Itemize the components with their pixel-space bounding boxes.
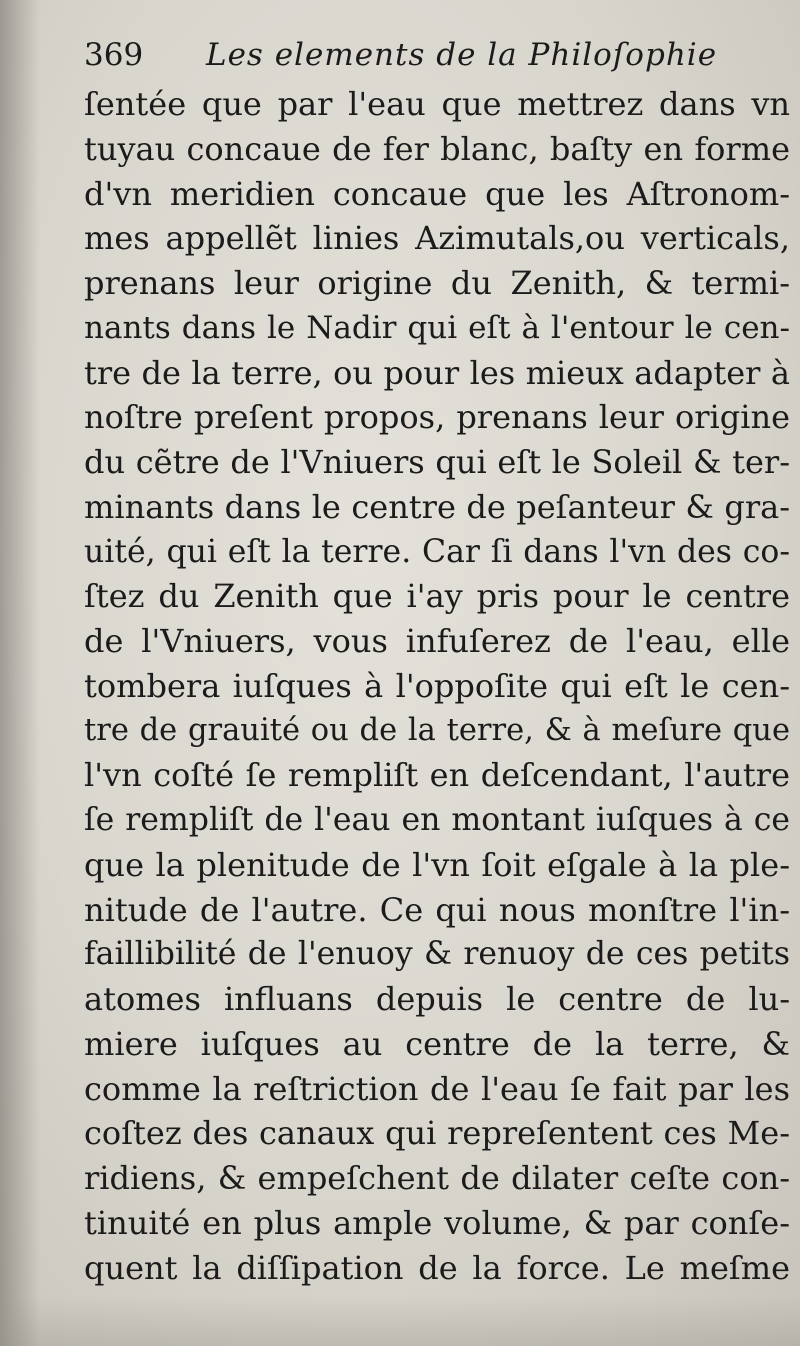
text-line: minants dans le centre de peſanteur & gra- — [84, 487, 790, 526]
text-line: ſtez du Zenith que i'ay pris pour le centre — [84, 577, 790, 616]
text-line: tre de la terre, ou pour les mieux adapter à — [84, 353, 790, 392]
text-line: quent la diſſipation de la force. Le meſme — [84, 1248, 790, 1287]
text-line: nants dans le Nadir qui eſt à l'entour le cen- — [84, 309, 790, 346]
text-line: miere iuſques au centre de la terre, & — [84, 1024, 790, 1063]
text-line: que la plenitude de l'vn ſoit eſgale à la ple- — [84, 845, 790, 884]
text-line: nitude de l'autre. Ce qui nous monſtre l'in- — [84, 890, 790, 929]
text-line: de l'Vniuers, vous infuſerez de l'eau, elle — [84, 622, 790, 660]
running-title: Les elements de la Philoſophie — [206, 37, 718, 73]
text-line: l'vn coſté ſe rempliſt en deſcendant, l'autre — [84, 756, 790, 795]
text-line: tinuité en plus ample volume, & par conſe- — [84, 1203, 790, 1242]
text-line: coſtez des canaux qui repreſentent ces Me- — [84, 1114, 790, 1153]
text-line: ſe rempliſt de l'eau en montant iuſques à ce — [84, 802, 790, 838]
text-line: d'vn meridien concaue que les Aſtronom- — [84, 174, 790, 213]
text-line: prenans leur origine du Zenith, & termi- — [84, 264, 790, 302]
text-line: mes appellẽt linies Azimutals,ou verticals, — [84, 219, 790, 258]
text-line: tombera iuſques à l'oppoſite qui eſt le cen- — [84, 666, 790, 705]
body-text — [84, 82, 790, 1290]
gutter-shadow — [0, 0, 40, 1346]
text-line: du cẽtre de l'Vniuers qui eſt le Soleil & ter- — [84, 443, 790, 481]
text-line: noſtre preſent propos, prenans leur origine — [84, 398, 790, 437]
text-line: uité, qui eſt la terre. Car ſi dans l'vn des co- — [84, 533, 790, 570]
page-edge-shading — [0, 1296, 800, 1346]
page-header — [84, 30, 784, 80]
page-number: 369 — [84, 37, 144, 73]
text-line: faillibilité de l'enuoy & renuoy de ces petits — [84, 936, 790, 973]
text-line: ſentée que par l'eau que mettrez dans vn — [84, 85, 790, 123]
text-line: comme la reſtriction de l'eau ſe fait par les — [84, 1069, 790, 1108]
text-line: ridiens, & empeſchent de dilater ceſte con- — [84, 1159, 790, 1197]
text-line: atomes influans depuis le centre de lu- — [84, 980, 790, 1018]
text-line: tuyau concaue de fer blanc, baſty en forme — [84, 129, 790, 168]
text-line: tre de grauité ou de la terre, & à meſure que — [84, 712, 790, 748]
